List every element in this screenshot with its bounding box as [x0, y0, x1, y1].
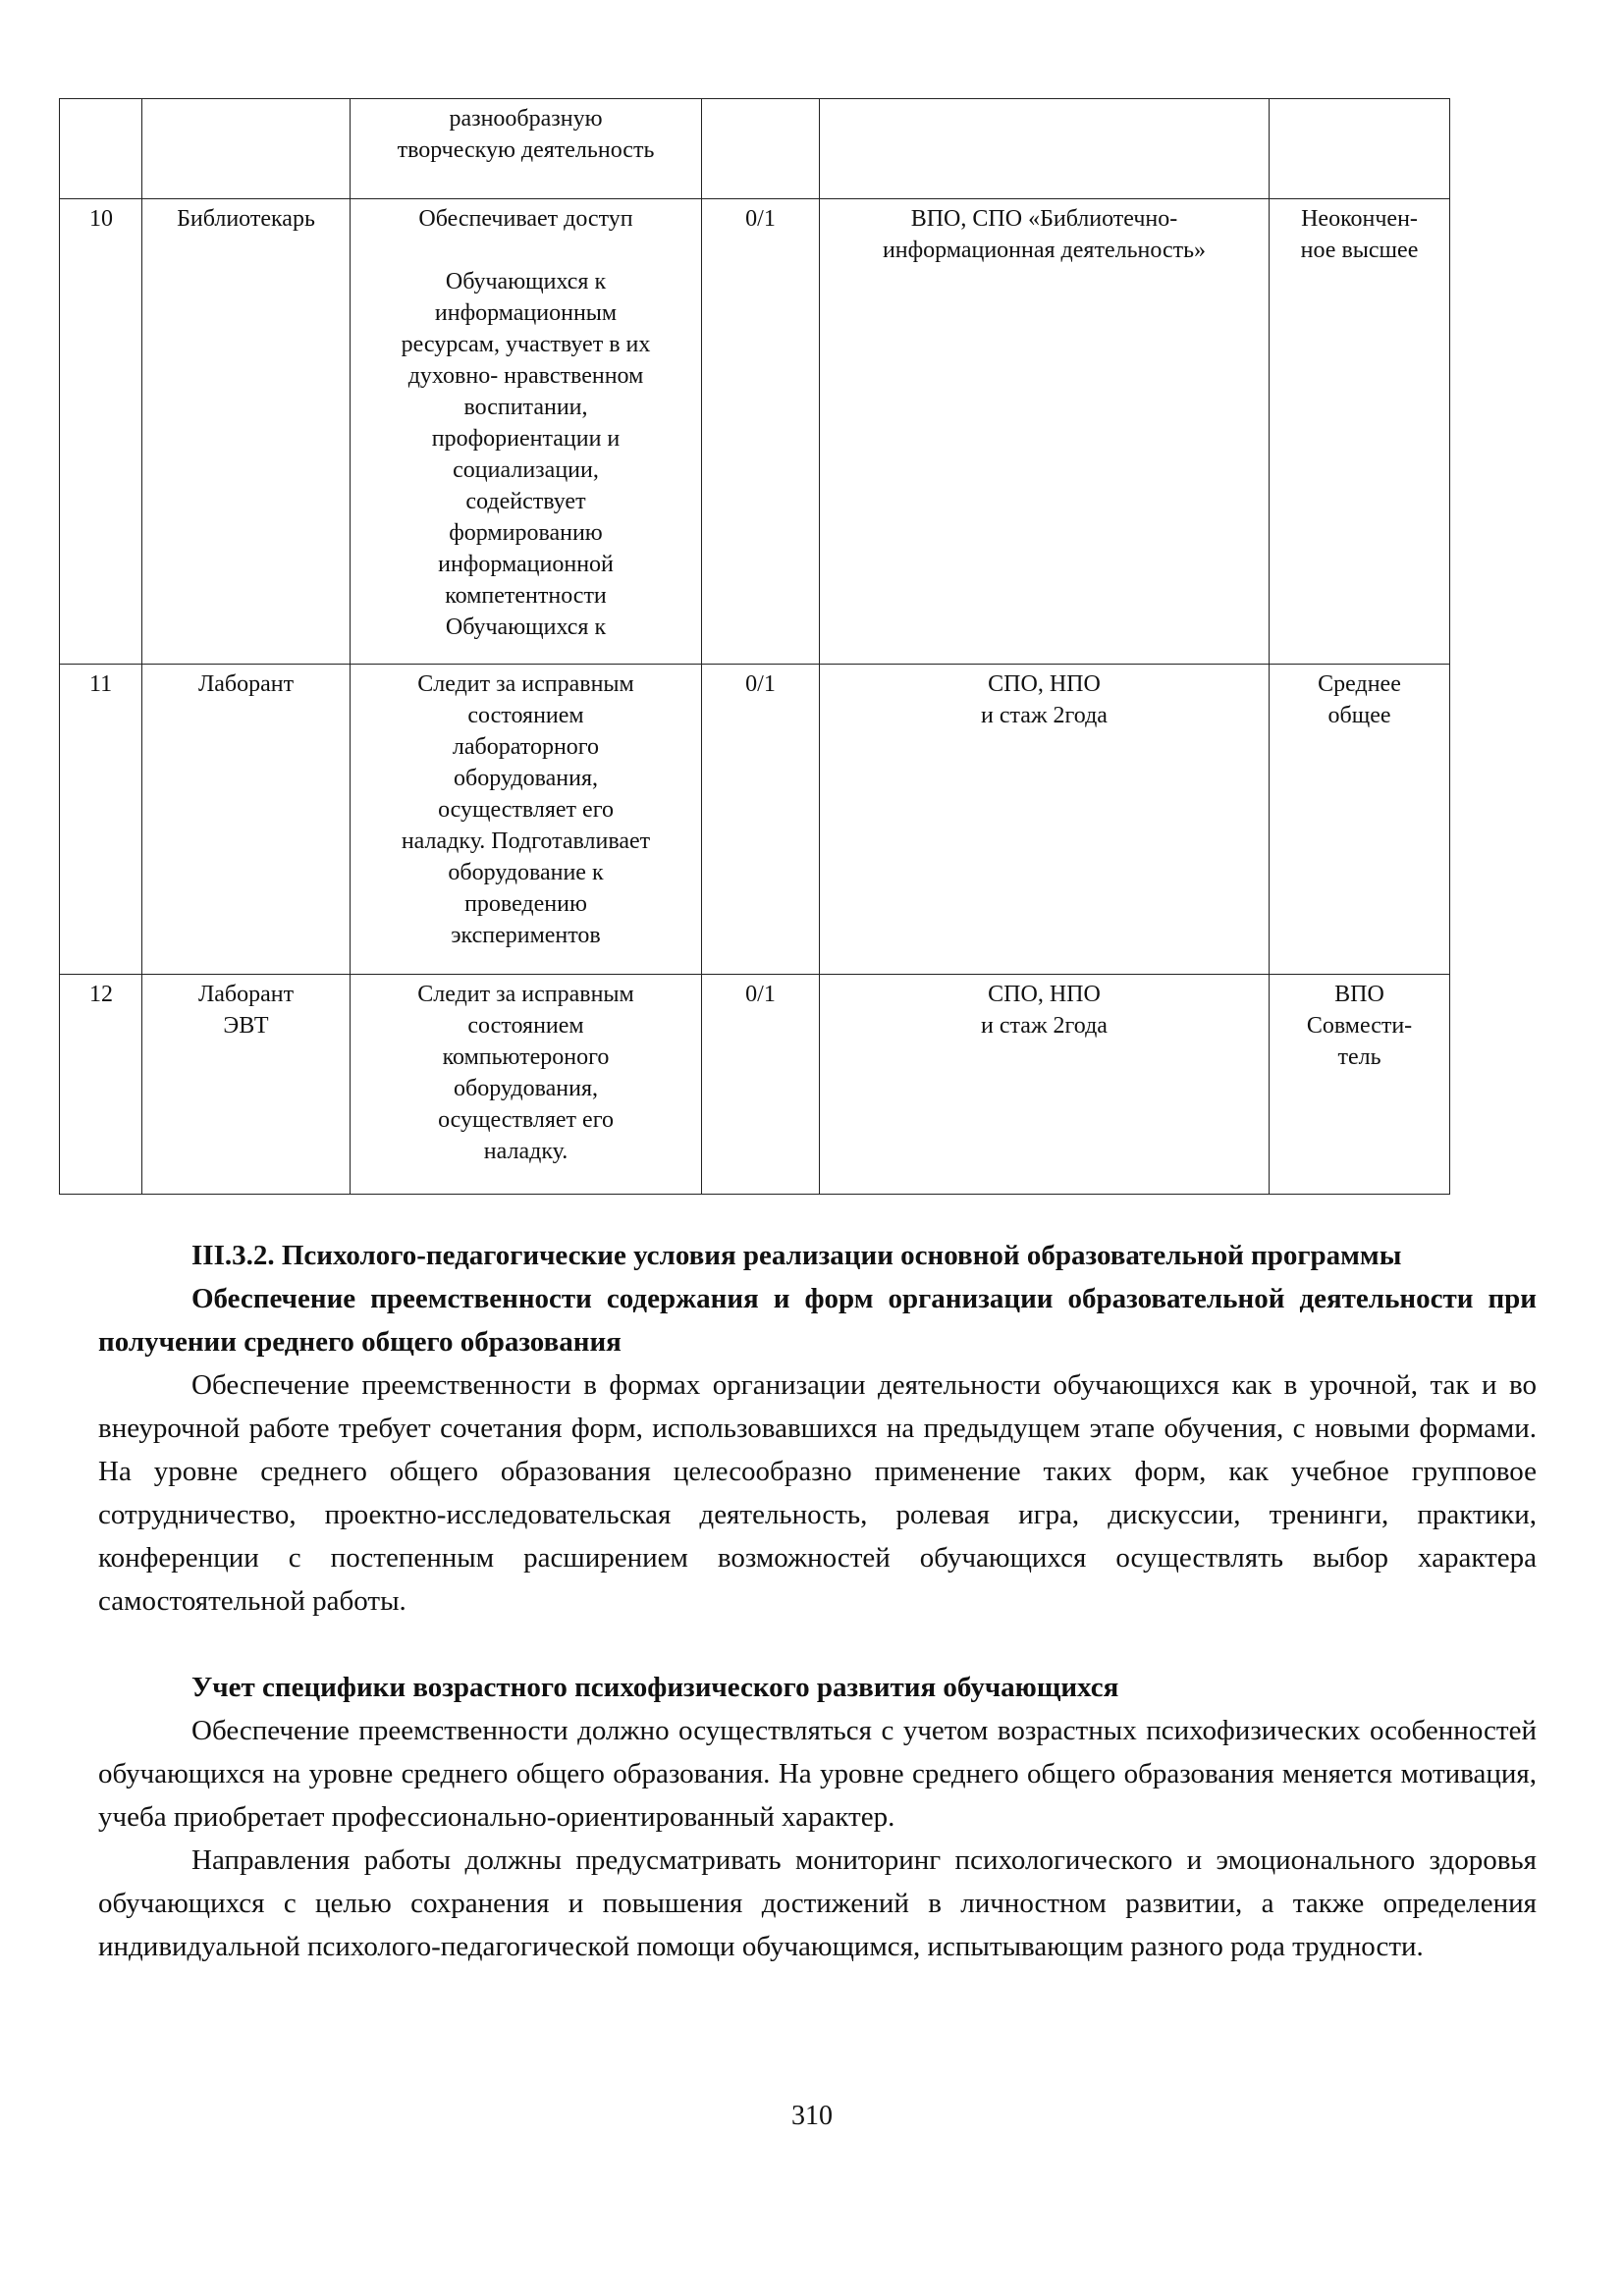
rate-cell: 0/1	[702, 665, 820, 975]
page-number: 310	[791, 2101, 833, 2131]
subheading-continuity: Обеспечение преемственности содержания и форм организации образовательной деятельности при получении среднего общего образования	[98, 1283, 1537, 1358]
paragraph: Обеспечение преемственности должно осуществляться с учетом возрастных психофизических особенностей обучающихся на уровне среднего общего образования. На уровне среднего общего образования меняется мотивация, учеба приобретает профессионально-ориентированный характер.	[98, 1715, 1537, 1833]
table-row	[60, 975, 1450, 1195]
subheading-age-specifics: Учет специфики возрастного психофизического развития обучающихся	[191, 1672, 1119, 1703]
paragraph: Обеспечение преемственности в формах организации деятельности обучающихся как в урочной, так и во внеурочной работе требует сочетания форм, использовавшихся на предыдущем этапе обучения, с новыми формами. На уровне среднего общего образования целесообразно применение таких форм, как учебное групповое сотрудничество, проектно-исследовательская деятельность, ролевая игра, дискуссии, тренинги, практики, конференции с постепенным расширением возможностей обучающихся осуществлять выбор характера самостоятельной работы.	[98, 1369, 1537, 1617]
duties-cell: Следит за исправным состоянием компьютероного оборудования, осуществляет его наладку.	[351, 975, 702, 1195]
position-cell: Лаборант	[142, 665, 351, 975]
actual-cell: Неокончен- ное высшее	[1270, 199, 1450, 665]
row-number-cell	[60, 99, 142, 199]
table-row	[60, 665, 1450, 975]
row-number-cell: 12	[60, 975, 142, 1195]
requirement-cell	[820, 99, 1270, 199]
position-cell: Лаборант ЭВТ	[142, 975, 351, 1195]
spacer	[98, 1623, 1537, 1666]
duties-cell: Обеспечивает доступ Обучающихся к информационным ресурсам, участвует в их духовно- нравственном воспитании, профориентации и социализации, содействует формированию информационной компетентности Обучающихся к	[351, 199, 702, 665]
duties-cell: Следит за исправным состоянием лабораторного оборудования, осуществляет его наладку. Подготавливает оборудование к проведению экспериментов	[351, 665, 702, 975]
requirement-cell: СПО, НПО и стаж 2года	[820, 975, 1270, 1195]
requirement-cell: ВПО, СПО «Библиотечно- информационная деятельность»	[820, 199, 1270, 665]
table-row	[60, 99, 1450, 199]
duties-cell: разнообразную творческую деятельность	[351, 99, 702, 199]
row-number-cell: 11	[60, 665, 142, 975]
row-number-cell: 10	[60, 199, 142, 665]
actual-cell: ВПО Совмести- тель	[1270, 975, 1450, 1195]
actual-cell	[1270, 99, 1450, 199]
table-row	[60, 199, 1450, 665]
section-text	[98, 1234, 1537, 1968]
position-cell	[142, 99, 351, 199]
actual-cell: Среднее общее	[1270, 665, 1450, 975]
staff-table	[59, 98, 1450, 1195]
position-cell: Библиотекарь	[142, 199, 351, 665]
rate-cell: 0/1	[702, 199, 820, 665]
section-heading: III.3.2. Психолого-педагогические условия реализации основной образовательной программы	[191, 1240, 1402, 1271]
requirement-cell: СПО, НПО и стаж 2года	[820, 665, 1270, 975]
rate-cell	[702, 99, 820, 199]
rate-cell: 0/1	[702, 975, 820, 1195]
paragraph: Направления работы должны предусматривать мониторинг психологического и эмоционального здоровья обучающихся с целью сохранения и повышения достижений в личностном развитии, а также определения индивидуальной психолого-педагогической помощи обучающимся, испытывающим разного рода трудности.	[98, 1844, 1537, 1962]
